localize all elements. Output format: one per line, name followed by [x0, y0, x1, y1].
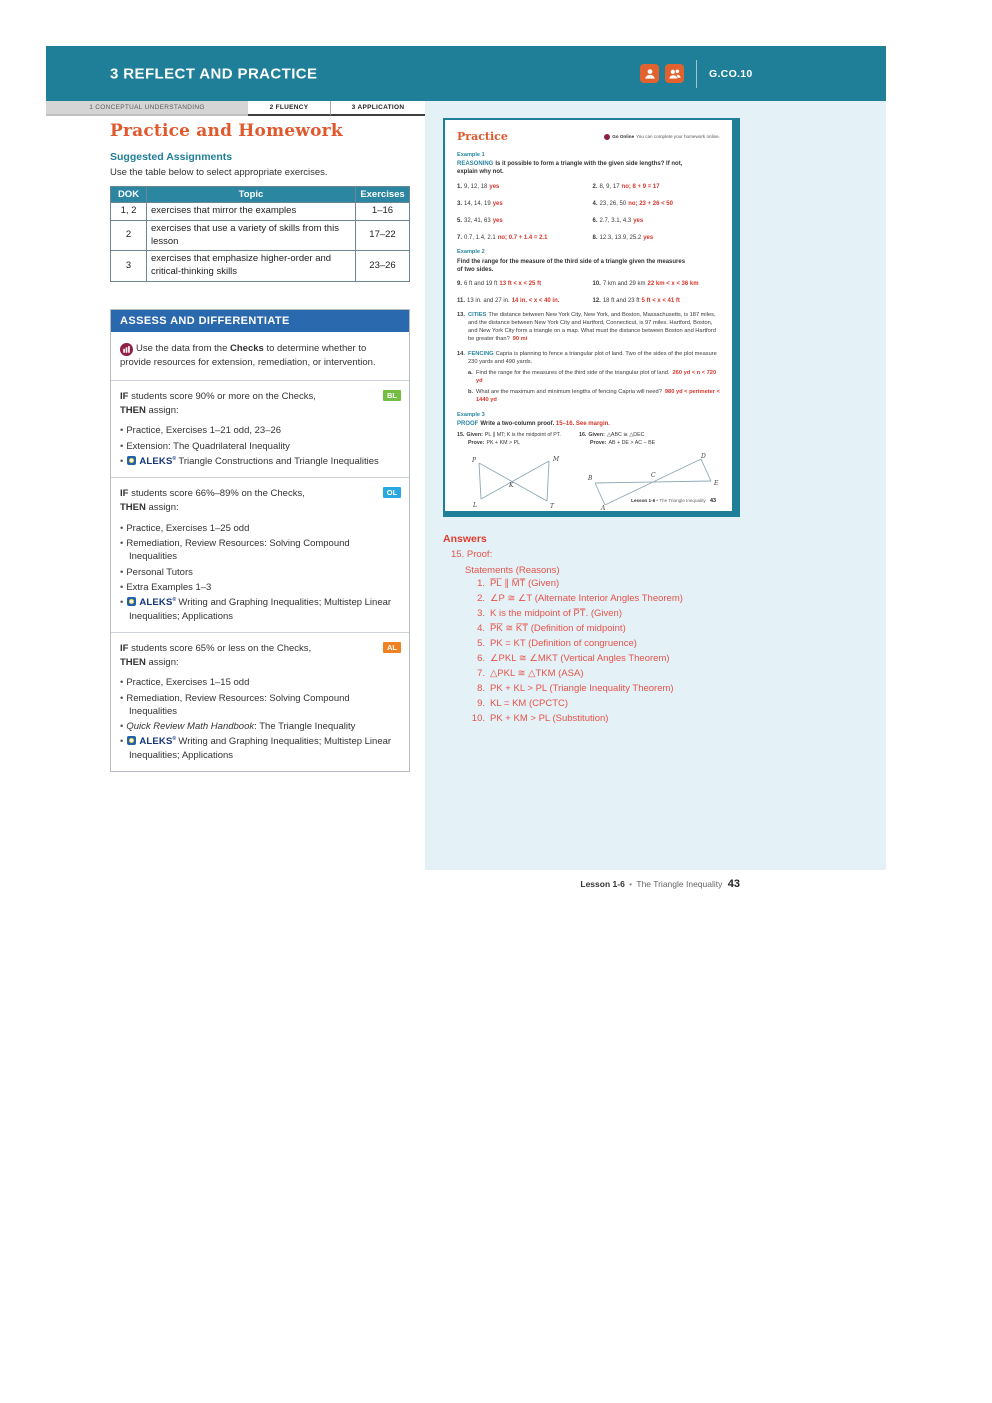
see-margin-note: 15–16. See margin.	[555, 421, 610, 428]
page-title: Practice and Homework	[110, 121, 343, 141]
proof-step: 5. PK = KT (Definition of congruence)	[477, 638, 637, 649]
exercise-item: 5. 32, 41, 63 yes	[457, 217, 503, 224]
proof-step: 3. K is the midpoint of P̅T̅. (Given)	[477, 608, 622, 619]
aleks-logo: ALEKS ®	[139, 597, 176, 608]
problem-part-a: a. Find the range for the measures of the third side of the triangular plot of land. 260 yd < n < 720 yd	[468, 369, 717, 384]
go-online-note: Go Online You can complete your homework online.	[604, 134, 720, 140]
differentiate-group-approaching-level	[111, 633, 409, 771]
aleks-icon	[127, 736, 136, 745]
exercise-item: 9. 6 ft and 19 ft 13 ft < x < 25 ft	[457, 280, 542, 287]
cell-exercises: 17–22	[356, 220, 410, 251]
page-number: 43	[727, 878, 740, 890]
list-item: • ALEKS ® Writing and Graphing Inequalities; Multistep Linear Inequalities; Applications	[120, 735, 400, 762]
bullet: •	[120, 566, 124, 578]
column-header-topic: Topic	[147, 187, 356, 203]
assignment-list	[120, 424, 400, 468]
if-then-text: IF students score 90% or more on the Checks, THEN assign:	[120, 390, 316, 417]
cell-dok: 2	[111, 220, 147, 251]
tab-application[interactable]: 3 APPLICATION	[330, 101, 425, 116]
right-panel	[425, 101, 886, 870]
cell-exercises: 1–16	[356, 203, 410, 221]
example1-prompt: REASONING Is it possible to form a triangle with the given side lengths? If not, explain why not.	[457, 161, 683, 176]
table-row	[111, 203, 410, 221]
proof-exercise-15: 15. Given: PL ∥ MT; K is the midpoint of PT. Prove: PK + KM > PL P M K L T	[457, 432, 569, 511]
worksheet-title: Practice	[457, 130, 508, 143]
rigor-tabbar	[46, 101, 425, 116]
bowtie-figure	[465, 451, 569, 509]
problem-part-b: b. What are the maximum and minimum lengths of fencing Capria will need? 980 yd < perimeter < 1440 yd	[468, 388, 720, 403]
aleks-icon	[127, 597, 136, 606]
proof-step: 8. PK + KL > PL (Triangle Inequality Theorem)	[477, 683, 674, 694]
assignment-list	[120, 522, 400, 623]
assess-intro-post: to determine whether to provide resources for extension, remediation, or intervention.	[120, 343, 376, 369]
bullet: •	[120, 581, 124, 593]
example2-label: Example 2	[457, 248, 485, 255]
standard-label: G.CO.10	[709, 67, 753, 80]
students-icon	[665, 64, 684, 83]
proof-step: 9. KL = KM (CPCTC)	[477, 698, 569, 709]
table-row	[111, 220, 410, 251]
practice-worksheet-thumbnail	[443, 118, 740, 517]
list-item: • Extension: The Quadrilateral Inequality	[120, 440, 290, 452]
list-item: • Practice, Exercises 1–15 odd	[120, 677, 250, 689]
table-intro-text: Use the table below to select appropriate exercises.	[110, 167, 328, 178]
proof-step: 7. △PKL ≅ △TKM (ASA)	[477, 668, 584, 679]
svg-text:T: T	[550, 503, 555, 510]
proof-step: 4. P̅K̅ ≅ K̅T̅ (Definition of midpoint)	[477, 623, 626, 634]
level-badge-ol: OL	[383, 487, 401, 498]
list-item: • Extra Examples 1–3	[120, 581, 212, 593]
cell-dok: 3	[111, 251, 147, 282]
bullet: •	[120, 522, 124, 534]
exercise-item: 12. 18 ft and 23 ft 5 ft < x < 41 ft	[592, 297, 680, 304]
assess-heading: ASSESS AND DIFFERENTIATE	[111, 310, 409, 332]
svg-text:A: A	[601, 505, 606, 512]
assess-intro-bold: Checks	[230, 343, 264, 355]
list-item: • Remediation, Review Resources: Solving Compound Inequalities	[120, 538, 350, 563]
teacher-icon	[640, 64, 659, 83]
cell-exercises: 23–26	[356, 251, 410, 282]
header-right	[640, 46, 753, 101]
worksheet-title-row	[457, 130, 720, 145]
cell-topic: exercises that mirror the examples	[147, 203, 356, 221]
section-title: 3 REFLECT AND PRACTICE	[110, 65, 318, 82]
assignment-list	[120, 676, 400, 762]
dok-table	[110, 186, 410, 282]
if-then-text: IF students score 66%–89% on the Checks, THEN assign:	[120, 488, 305, 514]
assess-intro	[111, 332, 409, 381]
bullet: •	[120, 692, 124, 704]
word-problem-cities: 13. CITIES The distance between New York City, New York, and Boston, Massachusetts, is 187 miles, and the distance between New York City and Hartford, Connecticut, is 97 miles. Hartford, Boston, and New York City form a triangle on a map. What must the distance between Boston and Hartford be greater than? 90 mi	[457, 311, 716, 342]
svg-text:K: K	[509, 482, 514, 490]
proof-step: 2. ∠P ≅ ∠T (Alternate Interior Angles Theorem)	[477, 593, 683, 604]
exercise-item: 3. 14, 14, 19 yes	[457, 200, 503, 207]
exercise-item: 2. 8, 9, 17 no; 8 + 9 = 17	[592, 183, 660, 190]
svg-text:L: L	[473, 502, 477, 510]
bullet: •	[120, 736, 124, 748]
proof-step: 1. P̅L̅ ∥ M̅T̅ (Given)	[477, 578, 560, 589]
aleks-logo: ALEKS ®	[139, 736, 176, 747]
exercise-item: 6. 2.7, 3.1, 4.3 yes	[592, 217, 644, 224]
svg-text:B: B	[588, 475, 593, 483]
example1-exercises	[457, 183, 720, 242]
level-badge-al: AL	[383, 642, 401, 653]
worksheet-footer: Lesson 1-6 • The Triangle Inequality 43	[631, 497, 716, 504]
svg-text:P: P	[472, 457, 477, 465]
aleks-icon	[127, 456, 136, 465]
bullet: •	[120, 721, 124, 733]
header-bar	[46, 46, 886, 101]
column-header-exercises: Exercises	[356, 187, 410, 203]
differentiate-group-beyond-level	[111, 381, 409, 478]
differentiate-group-on-level	[111, 478, 409, 633]
svg-text:E: E	[714, 480, 719, 488]
list-item: • ALEKS ® Triangle Constructions and Triangle Inequalities	[120, 455, 400, 468]
proof-step: 10. PK + KM > PL (Substitution)	[471, 713, 609, 724]
go-online-icon	[604, 134, 610, 140]
assess-and-differentiate-box	[110, 309, 410, 772]
suggested-assignments-heading: Suggested Assignments	[110, 151, 233, 163]
list-item: • Remediation, Review Resources: Solving Compound Inequalities	[120, 692, 350, 717]
proof-exercise-16: 16. Given: △ABC ≅ △DEC Prove: AB + DE > AC − BE A B C D E	[579, 432, 721, 511]
example3-label: Example 3	[457, 411, 485, 418]
level-badge-bl: BL	[383, 390, 401, 401]
bullet: •	[120, 677, 124, 689]
column-header-dok: DOK	[111, 187, 147, 203]
list-item: • Personal Tutors	[120, 566, 193, 578]
statements-reasons-header: Statements (Reasons)	[465, 565, 560, 576]
word-problem-fencing: 14. FENCING Capria is planning to fence a triangular plot of land. Two of the sides of the plot measure 230 yards and 490 yards. a. Find the range for the measures of the third side of the triangular plot of land. 260 yd < n < 720 yd b. What are the maximum and minimum lengths of fencing Capria will need? 980 yd < perimeter < 1440 yd	[457, 350, 720, 403]
example1-label: Example 1	[457, 151, 485, 158]
svg-text:D: D	[701, 453, 706, 461]
exercise-item: 4. 23, 26, 50 no; 23 + 26 < 50	[592, 200, 673, 207]
answers-heading: Answers	[443, 533, 487, 545]
svg-text:M: M	[553, 456, 560, 464]
bullet: •	[120, 597, 124, 609]
exercise-item: 8. 12.3, 13.9, 25.2 yes	[592, 234, 654, 241]
cell-topic: exercises that use a variety of skills from this lesson	[147, 220, 356, 251]
example2-prompt: Find the range for the measure of the third side of a triangle given the measures of two sides.	[457, 258, 686, 273]
example2-exercises	[457, 280, 720, 305]
cell-topic: exercises that emphasize higher-order and critical-thinking skills	[147, 251, 356, 282]
svg-text:C: C	[651, 472, 656, 480]
bullet: •	[120, 425, 124, 437]
dok-table-header-row	[111, 187, 410, 203]
example3-prompt: PROOF Write a two-column proof. 15–16. See margin.	[457, 421, 610, 428]
list-item: • Practice, Exercises 1–21 odd, 23–26	[120, 425, 282, 437]
assess-intro-pre: Use the data from the	[136, 343, 230, 355]
proof-step: 6. ∠PKL ≅ ∠MKT (Vertical Angles Theorem)	[477, 653, 670, 664]
left-column	[110, 116, 410, 772]
aleks-logo: ALEKS ®	[139, 456, 176, 467]
bullet: •	[120, 455, 124, 467]
exercise-item: 7. 0.7, 1.4, 2.1 no; 0.7 + 1.4 = 2.1	[457, 234, 548, 241]
data-chart-icon	[120, 343, 133, 356]
if-then-text: IF students score 65% or less on the Checks, THEN assign:	[120, 642, 312, 669]
table-row	[111, 251, 410, 282]
exercise-item: 11. 13 in. and 27 in. 14 in. < x < 40 in.	[457, 297, 560, 304]
bullet: •	[120, 440, 124, 452]
tab-conceptual-understanding[interactable]: 1 CONCEPTUAL UNDERSTANDING	[46, 101, 248, 116]
list-item: • ALEKS ® Writing and Graphing Inequalities; Multistep Linear Inequalities; Applications	[120, 596, 400, 623]
header-divider	[696, 60, 697, 88]
answer-item-15: 15. Proof:	[451, 549, 493, 560]
answers-panel	[443, 533, 873, 726]
exercise-item: 1. 9, 12, 18 yes	[457, 183, 500, 190]
bullet: •	[120, 538, 124, 550]
list-item: • Practice, Exercises 1–25 odd	[120, 522, 250, 534]
page-footer: Lesson 1-6 • The Triangle Inequality 43	[580, 878, 740, 890]
tab-fluency[interactable]: 2 FLUENCY	[248, 101, 330, 116]
cell-dok: 1, 2	[111, 203, 147, 221]
exercise-item: 10. 7 km and 29 km 22 km < x < 36 km	[592, 280, 699, 287]
list-item: • Quick Review Math Handbook: The Triangle Inequality	[120, 721, 356, 733]
